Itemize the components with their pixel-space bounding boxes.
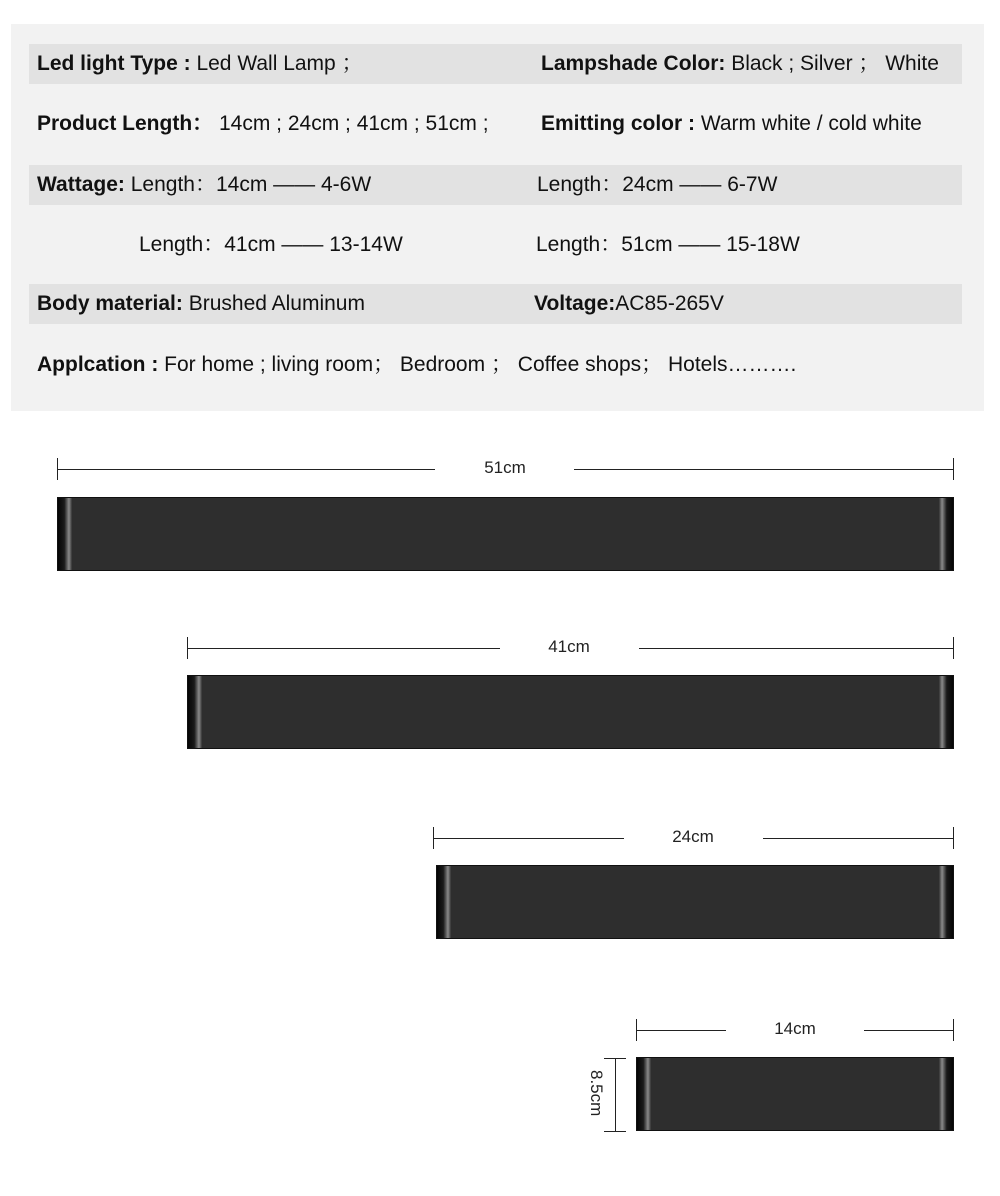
dimension-label: 51cm — [484, 458, 526, 477]
dimension-line — [57, 469, 435, 470]
spec-row-wattage-1 — [29, 165, 962, 205]
dimension-line — [187, 648, 500, 649]
dimension-tick — [953, 827, 954, 849]
dimension-line — [864, 1030, 954, 1031]
spec-row-material-voltage — [29, 284, 962, 324]
dimension-line — [433, 838, 624, 839]
dimension-label: 24cm — [672, 827, 714, 846]
spec-product-length: Product Length： 14cm ; 24cm ; 41cm ; 51cm ; — [37, 112, 489, 135]
dimension-24cm — [433, 827, 954, 847]
spec-emitting-color: Emitting color : Warm white / cold white — [541, 112, 922, 135]
spec-row-application — [29, 345, 962, 385]
spec-voltage: Voltage:AC85-265V — [534, 292, 724, 315]
spec-wattage-24: Length：24cm —— 6-7W — [537, 173, 778, 196]
lamp-14cm — [636, 1057, 954, 1131]
spec-row-type-color — [29, 44, 962, 84]
lamp-24cm — [436, 865, 954, 939]
lamp-end-cap — [939, 676, 953, 748]
dimension-height-8-5cm — [587, 1058, 634, 1132]
spec-body-material: Body material: Brushed Aluminum — [37, 292, 365, 315]
spec-panel — [11, 24, 984, 411]
dimension-line — [639, 648, 954, 649]
lamp-end-cap — [939, 866, 953, 938]
lamp-end-cap — [637, 1058, 651, 1130]
lamp-51cm — [57, 497, 954, 571]
dimension-label: 14cm — [774, 1019, 816, 1038]
spec-application: Applcation : For home ; living room； Bedroom ； Coffee shops； Hotels………. — [37, 353, 797, 376]
dimension-line — [574, 469, 954, 470]
lamp-end-cap — [58, 498, 72, 570]
dimension-line — [636, 1030, 726, 1031]
dimension-label: 8.5cm — [587, 1070, 606, 1117]
dimension-tick — [604, 1131, 626, 1132]
lamp-end-cap — [939, 498, 953, 570]
spec-row-length-emitting — [29, 104, 962, 144]
dimension-label: 41cm — [548, 637, 590, 656]
dimension-line — [615, 1058, 616, 1132]
dimension-tick — [953, 458, 954, 480]
lamp-end-cap — [939, 1058, 953, 1130]
spec-light-type: Led light Type : Led Wall Lamp ； — [37, 52, 363, 75]
spec-lampshade-color: Lampshade Color: Black ; Silver ； White — [541, 52, 939, 75]
dimension-tick — [953, 1019, 954, 1041]
dimension-14cm — [636, 1019, 954, 1039]
dimension-line — [763, 838, 954, 839]
spec-wattage-51: Length：51cm —— 15-18W — [536, 233, 800, 256]
spec-row-wattage-2 — [29, 225, 962, 265]
lamp-end-cap — [437, 866, 451, 938]
dimension-tick — [953, 637, 954, 659]
dimension-41cm — [187, 637, 954, 657]
dimension-51cm — [57, 458, 954, 478]
spec-wattage-41: Length：41cm —— 13-14W — [139, 233, 403, 256]
lamp-end-cap — [188, 676, 202, 748]
lamp-41cm — [187, 675, 954, 749]
spec-wattage-14: Wattage: Length：14cm —— 4-6W — [37, 173, 372, 196]
